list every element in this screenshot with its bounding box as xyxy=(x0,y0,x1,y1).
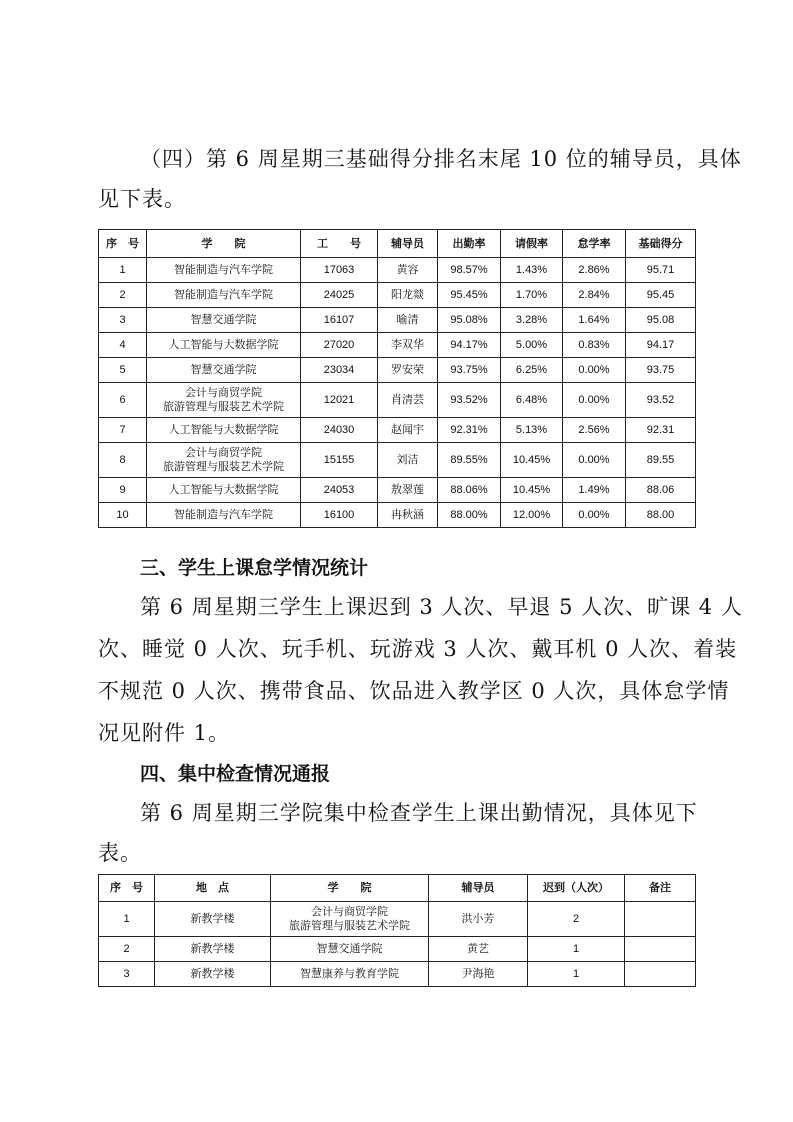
staff-id-cell: 12021 xyxy=(301,383,378,418)
college-cell-line: 人工智能与大数据学院 xyxy=(168,338,279,351)
truancy-cell: 1.64% xyxy=(563,308,626,333)
score-cell: 95.45 xyxy=(626,283,696,308)
row-number: 5 xyxy=(99,358,147,383)
table-row xyxy=(99,962,696,987)
header-leave: 请假率 xyxy=(501,230,563,258)
section4-line2: 表。 xyxy=(98,841,142,865)
counselor-cell: 肖清芸 xyxy=(378,383,438,418)
header-truancy: 怠学率 xyxy=(563,230,626,258)
college-cell-line: 智能制造与汽车学院 xyxy=(174,508,273,521)
row-number: 4 xyxy=(99,333,147,358)
header-note: 备注 xyxy=(625,875,696,902)
header-counselor: 辅导员 xyxy=(378,230,438,258)
row-number: 9 xyxy=(99,478,147,503)
header-college: 学 院 xyxy=(271,875,429,902)
attendance-cell: 95.08% xyxy=(438,308,501,333)
staff-id-cell: 17063 xyxy=(301,258,378,283)
leave-cell: 1.70% xyxy=(501,283,563,308)
counselor-cell: 黄艺 xyxy=(429,937,528,962)
inspection-table xyxy=(98,874,696,987)
truancy-cell: 2.56% xyxy=(563,418,626,443)
score-cell: 95.08 xyxy=(626,308,696,333)
row-number: 8 xyxy=(99,443,147,478)
college-cell xyxy=(147,443,301,478)
truancy-cell: 2.84% xyxy=(563,283,626,308)
table-row xyxy=(99,418,696,443)
leave-cell: 6.25% xyxy=(501,358,563,383)
attendance-cell: 95.45% xyxy=(438,283,501,308)
section4-intro-line2: 见下表。 xyxy=(98,187,186,211)
table-header-row xyxy=(99,875,696,902)
section3-line3: 不规范 0 人次、携带食品、饮品进入教学区 0 人次，具体怠学情 xyxy=(98,679,730,703)
leave-cell: 1.43% xyxy=(501,258,563,283)
note-cell xyxy=(625,902,696,937)
attendance-cell: 88.00% xyxy=(438,503,501,528)
college-cell-line: 旅游管理与服装艺术学院 xyxy=(163,460,284,473)
staff-id-cell: 23034 xyxy=(301,358,378,383)
counselor-cell: 刘洁 xyxy=(378,443,438,478)
row-number: 7 xyxy=(99,418,147,443)
section4-line1: 第 6 周星期三学院集中检查学生上课出勤情况，具体见下 xyxy=(140,801,698,825)
college-cell-line: 智慧交通学院 xyxy=(316,942,383,955)
college-cell-line: 会计与商贸学院 xyxy=(185,386,262,399)
attendance-cell: 92.31% xyxy=(438,418,501,443)
leave-cell: 6.48% xyxy=(501,383,563,418)
attendance-cell: 93.75% xyxy=(438,358,501,383)
late-count-cell: 2 xyxy=(528,902,625,937)
truancy-cell: 0.00% xyxy=(563,443,626,478)
location-cell: 新教学楼 xyxy=(155,962,271,987)
location-cell: 新教学楼 xyxy=(155,902,271,937)
row-number: 2 xyxy=(99,283,147,308)
leave-cell: 5.13% xyxy=(501,418,563,443)
table-row xyxy=(99,503,696,528)
leave-cell: 10.45% xyxy=(501,478,563,503)
row-number: 1 xyxy=(99,902,155,937)
score-cell: 95.71 xyxy=(626,258,696,283)
attendance-cell: 93.52% xyxy=(438,383,501,418)
attendance-cell: 94.17% xyxy=(438,333,501,358)
college-cell xyxy=(147,478,301,503)
table-row xyxy=(99,283,696,308)
college-cell xyxy=(271,902,429,937)
counselor-cell: 黄容 xyxy=(378,258,438,283)
row-number: 3 xyxy=(99,962,155,987)
counselor-cell: 敖翠莲 xyxy=(378,478,438,503)
note-cell xyxy=(625,962,696,987)
row-number: 6 xyxy=(99,383,147,418)
staff-id-cell: 24030 xyxy=(301,418,378,443)
score-cell: 93.52 xyxy=(626,383,696,418)
table-row xyxy=(99,937,696,962)
table-row xyxy=(99,258,696,283)
table-row xyxy=(99,358,696,383)
college-cell-line: 智慧交通学院 xyxy=(190,363,257,376)
staff-id-cell: 24053 xyxy=(301,478,378,503)
truancy-cell: 0.00% xyxy=(563,358,626,383)
late-count-cell: 1 xyxy=(528,962,625,987)
score-cell: 94.17 xyxy=(626,333,696,358)
counselor-cell: 李双华 xyxy=(378,333,438,358)
counselor-ranking-table xyxy=(98,229,696,528)
table-row xyxy=(99,383,696,418)
header-counselor: 辅导员 xyxy=(429,875,528,902)
section3-heading: 三、学生上课怠学情况统计 xyxy=(140,557,369,579)
truancy-cell: 1.49% xyxy=(563,478,626,503)
score-cell: 93.75 xyxy=(626,358,696,383)
college-cell xyxy=(271,962,429,987)
late-count-cell: 1 xyxy=(528,937,625,962)
leave-cell: 5.00% xyxy=(501,333,563,358)
truancy-cell: 0.00% xyxy=(563,503,626,528)
staff-id-cell: 16100 xyxy=(301,503,378,528)
college-cell-line: 旅游管理与服装艺术学院 xyxy=(289,919,410,932)
table-row xyxy=(99,902,696,937)
section3-line4: 况见附件 1。 xyxy=(98,721,231,745)
score-cell: 92.31 xyxy=(626,418,696,443)
attendance-cell: 98.57% xyxy=(438,258,501,283)
section4-intro-line1: （四）第 6 周星期三基础得分排名末尾 10 位的辅导员，具体 xyxy=(140,147,742,171)
staff-id-cell: 16107 xyxy=(301,308,378,333)
counselor-cell: 洪小芳 xyxy=(429,902,528,937)
header-college: 学 院 xyxy=(147,230,301,258)
truancy-cell: 0.00% xyxy=(563,383,626,418)
row-number: 1 xyxy=(99,258,147,283)
college-cell xyxy=(147,308,301,333)
college-cell xyxy=(147,333,301,358)
header-no: 序 号 xyxy=(99,230,147,258)
leave-cell: 10.45% xyxy=(501,443,563,478)
score-cell: 88.06 xyxy=(626,478,696,503)
staff-id-cell: 27020 xyxy=(301,333,378,358)
header-staff-id: 工 号 xyxy=(301,230,378,258)
header-no: 序 号 xyxy=(99,875,155,902)
table-row xyxy=(99,333,696,358)
counselor-cell: 阳龙燚 xyxy=(378,283,438,308)
college-cell xyxy=(147,503,301,528)
college-cell-line: 会计与商贸学院 xyxy=(185,446,262,459)
college-cell xyxy=(271,937,429,962)
college-cell xyxy=(147,383,301,418)
counselor-cell: 罗安荣 xyxy=(378,358,438,383)
college-cell xyxy=(147,358,301,383)
college-cell xyxy=(147,258,301,283)
attendance-cell: 89.55% xyxy=(438,443,501,478)
score-cell: 88.00 xyxy=(626,503,696,528)
row-number: 2 xyxy=(99,937,155,962)
staff-id-cell: 15155 xyxy=(301,443,378,478)
counselor-cell: 尹海艳 xyxy=(429,962,528,987)
section3-line1: 第 6 周星期三学生上课迟到 3 人次、早退 5 人次、旷课 4 人 xyxy=(140,595,743,619)
row-number: 10 xyxy=(99,503,147,528)
college-cell-line: 智慧康养与教育学院 xyxy=(300,967,399,980)
college-cell-line: 人工智能与大数据学院 xyxy=(168,483,279,496)
staff-id-cell: 24025 xyxy=(301,283,378,308)
section4-heading: 四、集中检查情况通报 xyxy=(140,763,331,785)
attendance-cell: 88.06% xyxy=(438,478,501,503)
college-cell-line: 人工智能与大数据学院 xyxy=(168,423,279,436)
college-cell xyxy=(147,283,301,308)
header-late: 迟到（人次） xyxy=(528,875,625,902)
header-attendance: 出勤率 xyxy=(438,230,501,258)
section3-line2: 次、睡觉 0 人次、玩手机、玩游戏 3 人次、戴耳机 0 人次、着装 xyxy=(98,637,738,661)
counselor-cell: 赵闻宇 xyxy=(378,418,438,443)
truancy-cell: 0.83% xyxy=(563,333,626,358)
row-number: 3 xyxy=(99,308,147,333)
college-cell-line: 智能制造与汽车学院 xyxy=(174,288,273,301)
college-cell-line: 会计与商贸学院 xyxy=(311,905,388,918)
location-cell: 新教学楼 xyxy=(155,937,271,962)
score-cell: 89.55 xyxy=(626,443,696,478)
table-row xyxy=(99,443,696,478)
college-cell-line: 智能制造与汽车学院 xyxy=(174,263,273,276)
header-score: 基础得分 xyxy=(626,230,696,258)
leave-cell: 3.28% xyxy=(501,308,563,333)
table-row xyxy=(99,308,696,333)
table-row xyxy=(99,478,696,503)
note-cell xyxy=(625,937,696,962)
counselor-cell: 喻清 xyxy=(378,308,438,333)
college-cell xyxy=(147,418,301,443)
header-location: 地 点 xyxy=(155,875,271,902)
college-cell-line: 智慧交通学院 xyxy=(190,313,257,326)
table-header-row xyxy=(99,230,696,258)
truancy-cell: 2.86% xyxy=(563,258,626,283)
leave-cell: 12.00% xyxy=(501,503,563,528)
college-cell-line: 旅游管理与服装艺术学院 xyxy=(163,400,284,413)
counselor-cell: 冉秋涵 xyxy=(378,503,438,528)
